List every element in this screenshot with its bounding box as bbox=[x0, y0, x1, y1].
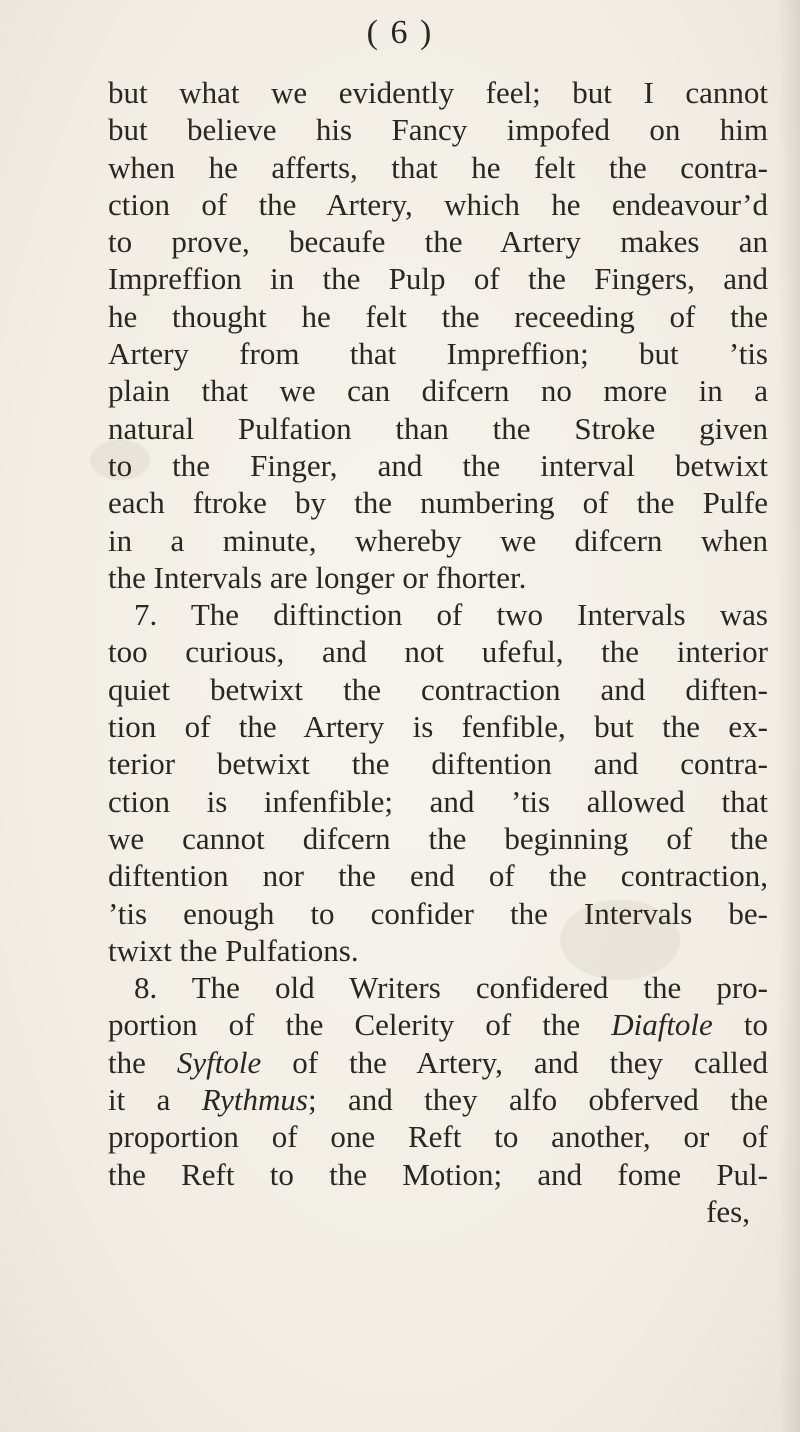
text-line: natural Pulfation than the Stroke given bbox=[108, 410, 768, 446]
text-line: the Reft to the Motion; and fome Pul- bbox=[108, 1156, 768, 1192]
page-edge-shadow bbox=[778, 0, 800, 1432]
text-line: Impreffion in the Pulp of the Fingers, and bbox=[108, 261, 768, 297]
text-segment: of the Artery, and they called bbox=[261, 1044, 768, 1080]
text-line: ’tis enough to confider the Intervals be- bbox=[108, 895, 768, 931]
italic-term-diastole: Diaftole bbox=[611, 1007, 713, 1043]
text-segment: to bbox=[712, 1007, 768, 1043]
catchword: fes, bbox=[706, 1193, 750, 1229]
italic-term-rythmus: Rythmus bbox=[201, 1082, 308, 1118]
text-line: ction of the Artery, which he endeavour’d bbox=[108, 186, 768, 222]
text-segment: ; and they alfo obferved the bbox=[308, 1082, 768, 1118]
text-line: tion of the Artery is fenfible, but the ex- bbox=[108, 709, 768, 745]
text-segment: portion of the Celerity of the bbox=[108, 1007, 612, 1043]
text-line: too curious, and not ufeful, the interior bbox=[108, 634, 768, 670]
text-segment: the bbox=[108, 1044, 177, 1080]
text-line: in a minute, whereby we difcern when bbox=[108, 522, 768, 558]
text-line: but what we evidently feel; but I cannot bbox=[108, 75, 768, 110]
text-line: but believe his Fancy impofed on him bbox=[108, 112, 768, 148]
text-line: terior betwixt the diftention and contra- bbox=[108, 746, 768, 782]
text-line: Artery from that Impreffion; but ’tis bbox=[108, 336, 768, 372]
text-line: quiet betwixt the contraction and diften- bbox=[108, 671, 768, 707]
text-line: to prove, becaufe the Artery makes an bbox=[108, 224, 768, 260]
text-line: to the Finger, and the interval betwixt bbox=[108, 447, 768, 483]
text-line: proportion of one Reft to another, or of bbox=[108, 1119, 768, 1155]
text-line: twixt the Pulfations. bbox=[108, 932, 359, 968]
text-line: the Intervals are longer or fhorter. bbox=[108, 559, 527, 595]
body-text bbox=[108, 74, 768, 1230]
text-segment: it a bbox=[108, 1082, 202, 1118]
text-line bbox=[108, 1044, 768, 1081]
text-line: he thought he felt the receeding of the bbox=[108, 298, 768, 334]
text-line: diftention nor the end of the contraction, bbox=[108, 858, 768, 894]
text-line: ction is infenfible; and ’tis allowed that bbox=[108, 783, 768, 819]
text-line bbox=[108, 1006, 768, 1043]
text-line: 8. The old Writers confidered the pro- bbox=[134, 970, 768, 1006]
text-line: when he afferts, that he felt the contra- bbox=[108, 149, 768, 185]
text-line: 7. The diftinction of two Intervals was bbox=[134, 597, 768, 633]
page-number: ( 6 ) bbox=[366, 14, 434, 51]
text-line: each ftroke by the numbering of the Pulfe bbox=[108, 485, 768, 521]
text-line bbox=[108, 1081, 768, 1118]
text-line: plain that we can difcern no more in a bbox=[108, 373, 768, 409]
text-line: we cannot difcern the beginning of the bbox=[108, 820, 768, 856]
italic-term-systole: Syftole bbox=[176, 1044, 262, 1080]
